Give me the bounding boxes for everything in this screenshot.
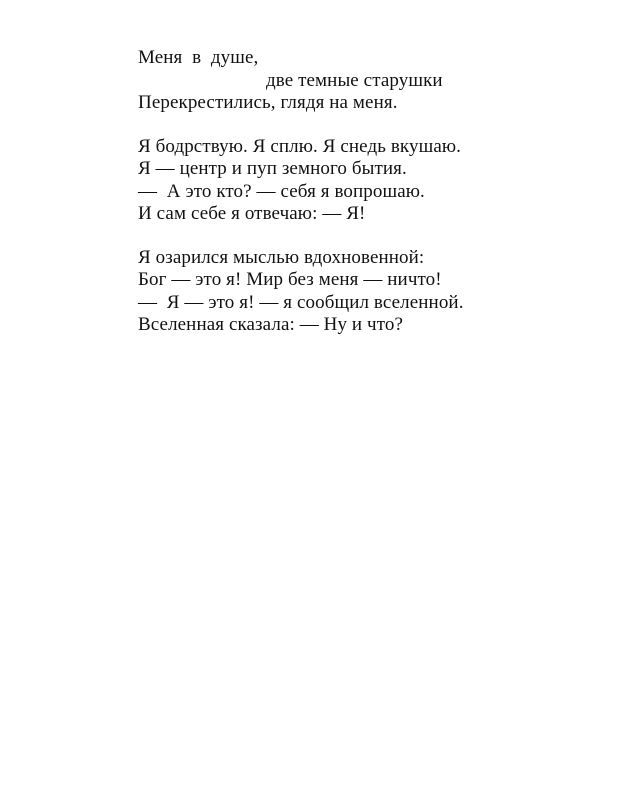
poem-line: — Я — это я! — я сообщил вселенной.	[138, 291, 464, 313]
poem-line: Перекрестились, глядя на меня.	[138, 92, 398, 113]
stanza-1	[138, 47, 578, 115]
stanza-gap	[138, 226, 578, 247]
poem-line: Я озарился мыслью вдохновенной:	[138, 246, 425, 268]
poem-line: Меня в душе,	[138, 47, 259, 68]
poem-line: И сам себе я отвечаю: — Я!	[138, 203, 366, 224]
poem	[138, 47, 578, 337]
poem-line: Я бодрствую. Я сплю. Я снедь вкушаю.	[138, 135, 461, 157]
poem-line: Бог — это я! Мир без меня — ничто!	[138, 269, 442, 290]
poem-line: Вселенная сказала: — Ну и что?	[138, 314, 403, 335]
stanza-3	[138, 247, 578, 337]
poem-line: Я — центр и пуп земного бытия.	[138, 158, 407, 179]
poem-line-indented: две темные старушки	[266, 69, 443, 91]
poem-line: — А это кто? — себя я вопрошаю.	[138, 180, 425, 202]
stanza-2	[138, 136, 578, 226]
stanza-gap	[138, 115, 578, 136]
